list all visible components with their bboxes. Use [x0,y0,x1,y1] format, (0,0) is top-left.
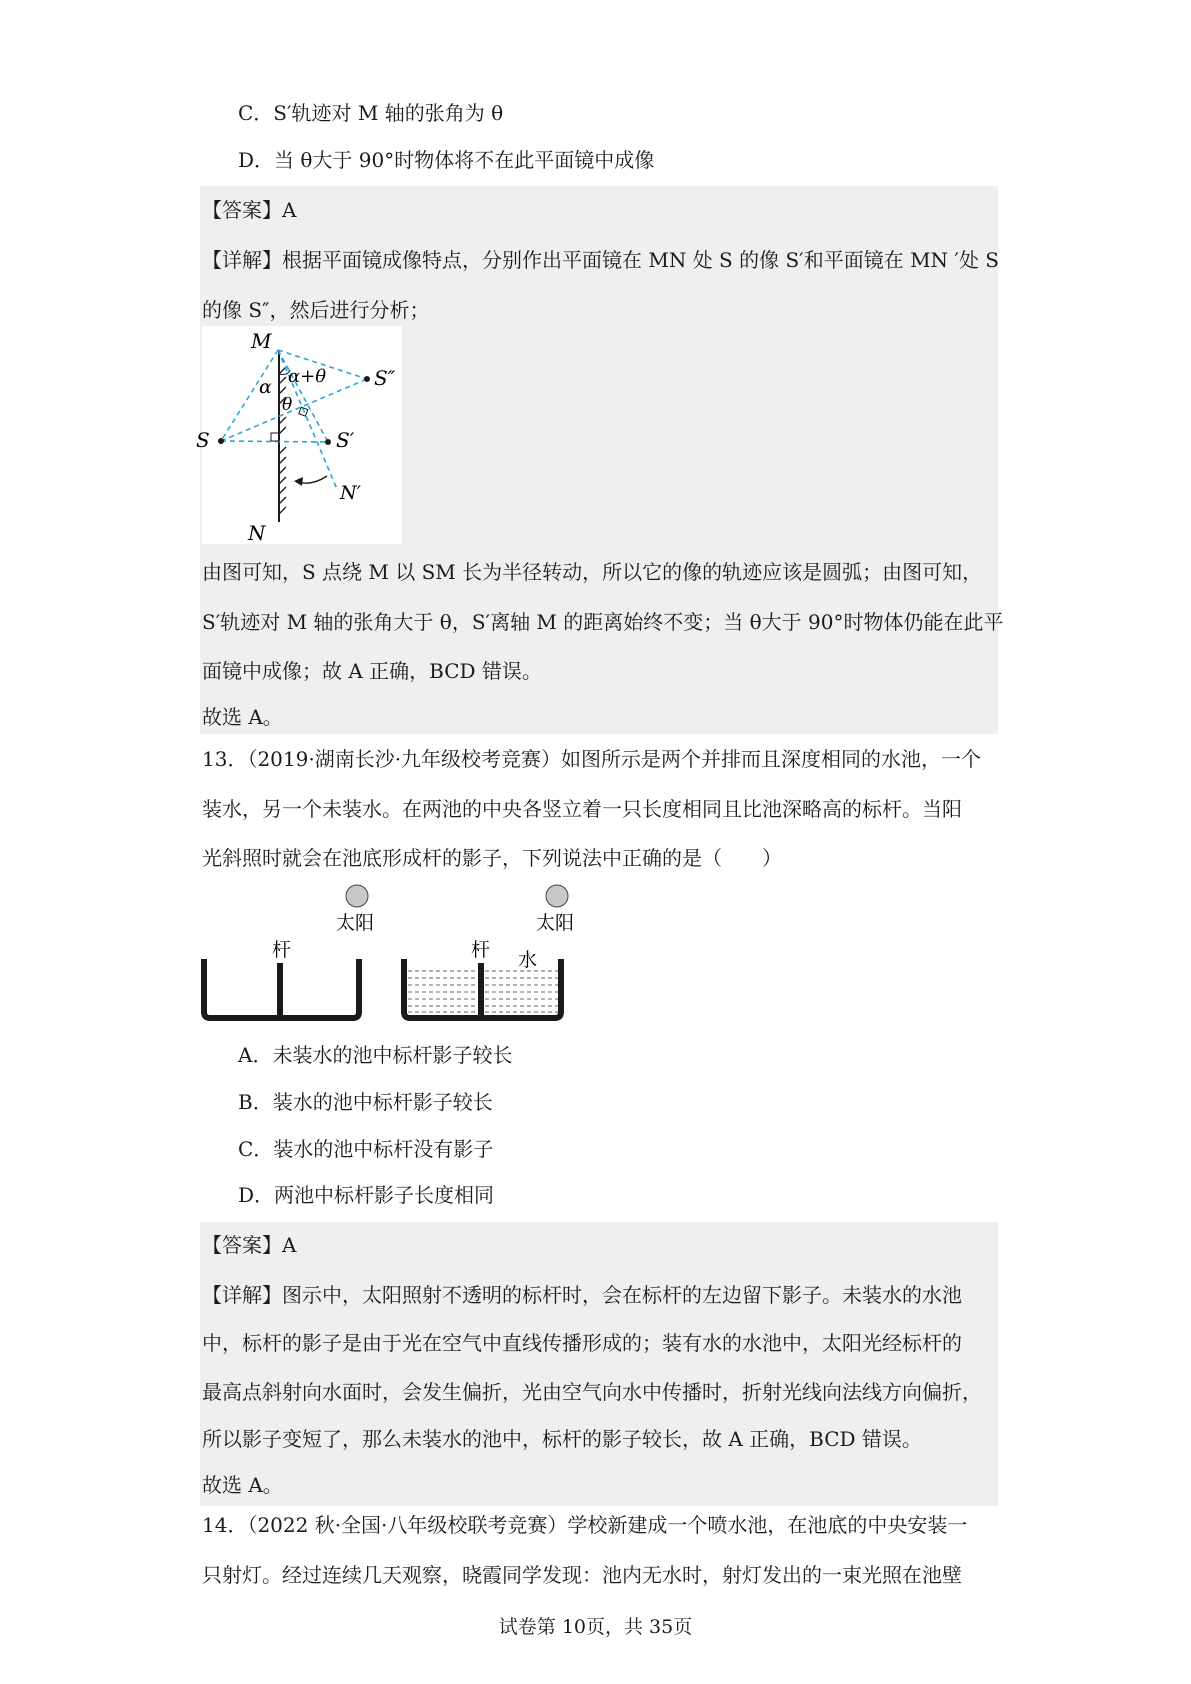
label-s-prime: S′ [336,428,355,452]
sun-left [346,885,368,907]
q14-stem-line-1: 14．（2022 秋·全国·八年级校联考竞赛）学校新建成一个喷水池，在池底的中央安装一 [202,1513,968,1537]
sun-label-right: 太阳 [536,912,575,934]
q13-answer-panel [200,1222,998,1506]
q13-choose: 故选 A。 [202,1473,283,1497]
q12-analysis-line-1: 由图可知，S 点绕 M 以 SM 长为半径转动，所以它的像的轨迹应该是圆弧；由图可知， [202,560,983,584]
point-s [218,438,224,444]
q13-option-a[interactable]: A．未装水的池中标杆影子较长 [238,1043,513,1067]
label-n-prime: N′ [340,482,361,504]
q13-detail-line-3: 最高点斜射向水面时，会发生偏折，光由空气向水中传播时，折射光线向法线方向偏折， [202,1380,982,1404]
label-m: M [251,329,272,353]
q12-analysis-line-2: S′轨迹对 M 轴的张角大于 θ，S′离轴 M 的距离始终不变；当 θ大于 90°时物体仍能在此平 [202,610,1004,634]
label-theta: θ [282,395,293,415]
mirror-rotation-figure [196,326,402,545]
sun-label-left: 太阳 [336,912,375,934]
pole-label-right: 杆 [471,939,491,961]
q13-stem-line-2: 装水，另一个未装水。在两池的中央各竖立着一只长度相同且比池深略高的标杆。当阳 [202,797,962,821]
q12-option-c[interactable]: C．S′轨迹对 M 轴的张角为 θ [238,101,504,125]
q12-answer: 【答案】A [202,198,297,222]
q13-stem-line-3: 光斜照时就会在池底形成杆的影子，下列说法中正确的是（ ） [202,846,782,870]
pools-figure [200,884,580,1032]
q12-analysis-line-3: 面镜中成像；故 A 正确，BCD 错误。 [202,659,542,683]
q13-option-b[interactable]: B．装水的池中标杆影子较长 [238,1090,493,1114]
q13-option-d[interactable]: D．两池中标杆影子长度相同 [238,1183,495,1207]
point-s-prime [325,439,331,445]
pole-label-left: 杆 [272,939,292,961]
rotation-arrowhead [294,477,303,486]
mirror-hatching [279,367,286,514]
page-footer: 试卷第 10页，共 35页 [498,1616,693,1638]
point-s-double-prime [364,376,370,382]
water-label: 水 [518,949,538,971]
q13-option-c[interactable]: C．装水的池中标杆没有影子 [238,1137,494,1161]
label-alpha-plus-theta: α+θ [288,366,327,387]
label-s-double-prime: S″ [374,366,396,390]
label-n: N [248,521,266,545]
q12-detail-line-2: 的像 S″，然后进行分析； [202,298,430,322]
q13-detail-line-4: 所以影子变短了，那么未装水的池中，标杆的影子较长，故 A 正确，BCD 错误。 [202,1427,922,1451]
right-angle-mark-1 [271,433,279,441]
q12-choose: 故选 A。 [202,705,283,729]
sun-right [546,885,568,907]
label-s: S [196,428,210,452]
q13-answer: 【答案】A [202,1233,297,1257]
q13-stem-line-1: 13．（2019·湖南长沙·九年级校考竞赛）如图所示是两个并排而且深度相同的水池，一个 [202,747,982,771]
q12-detail-line-1: 【详解】根据平面镜成像特点，分别作出平面镜在 MN 处 S 的像 S′和平面镜在 MN ′处 S [202,248,1000,272]
q14-stem-line-2: 只射灯。经过连续几天观察，晓霞同学发现：池内无水时，射灯发出的一束光照在池壁 [202,1563,962,1587]
q12-option-d[interactable]: D．当 θ大于 90°时物体将不在此平面镜中成像 [238,148,655,172]
q13-detail-line-2: 中，标杆的影子是由于光在空气中直线传播形成的；装有水的水池中，太阳光经标杆的 [202,1331,962,1355]
label-alpha: α [259,376,272,398]
q13-detail-line-1: 【详解】图示中，太阳照射不透明的标杆时，会在标杆的左边留下影子。未装水的水池 [202,1283,962,1307]
